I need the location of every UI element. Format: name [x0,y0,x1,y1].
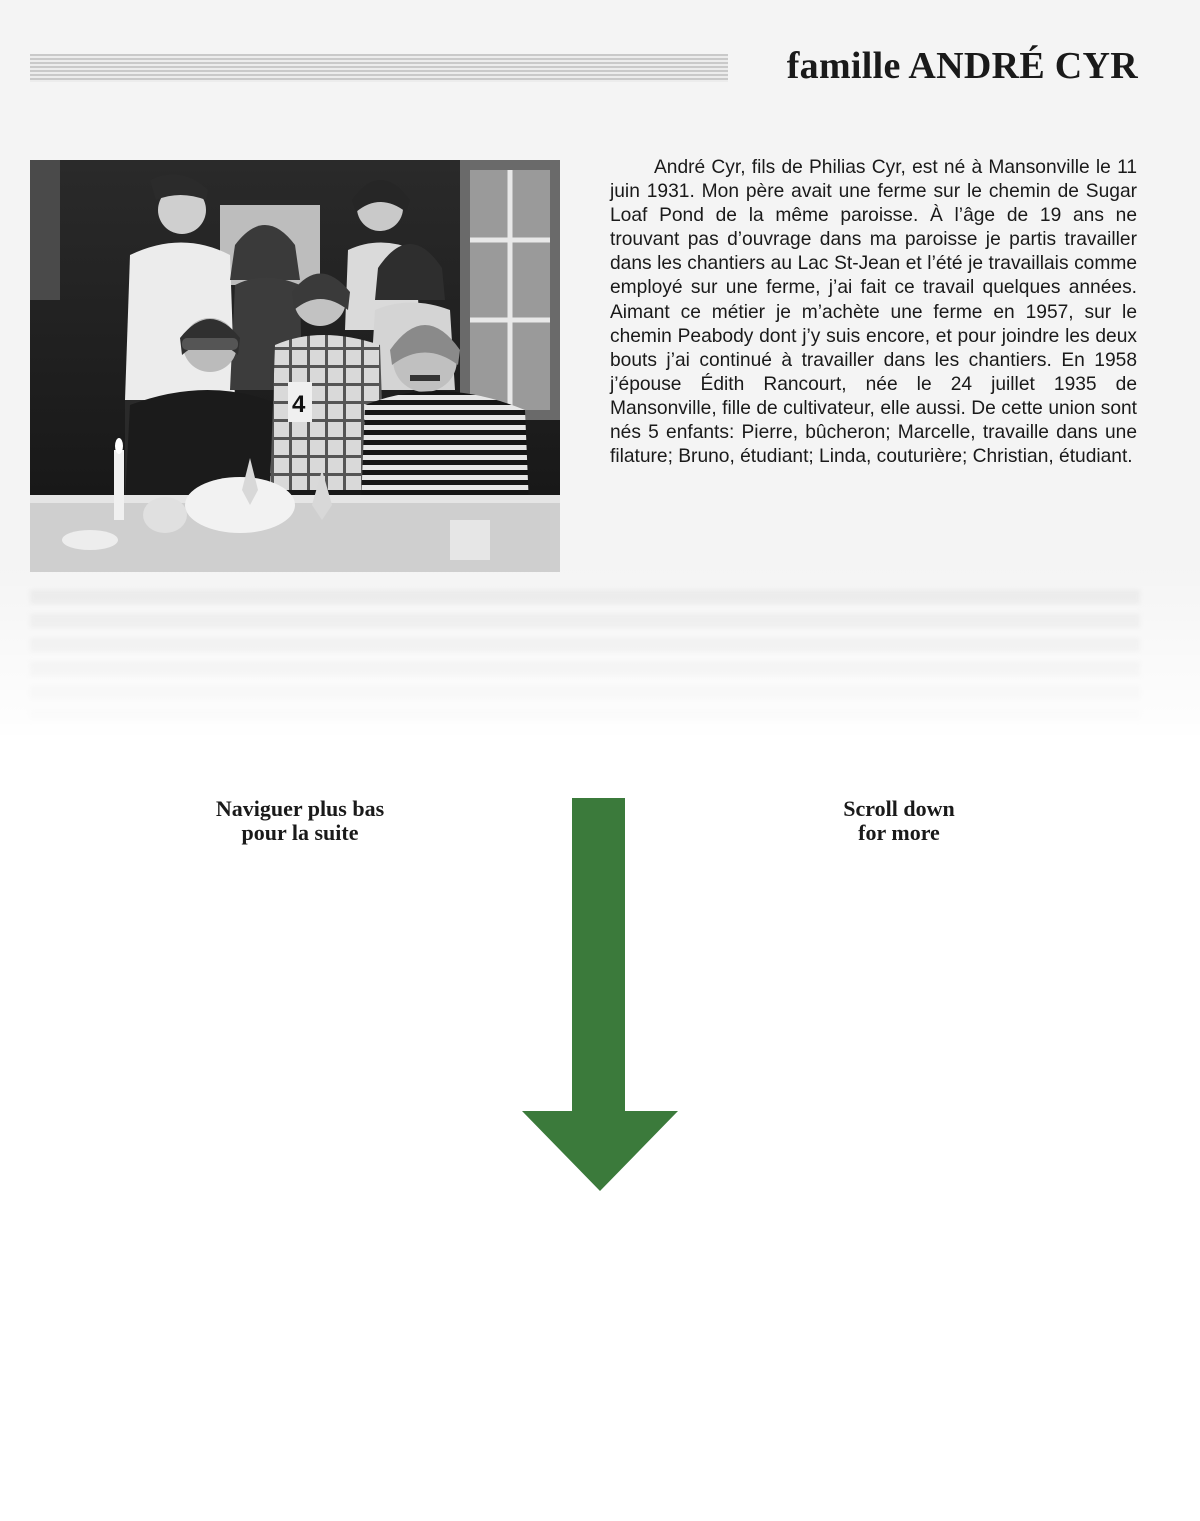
scroll-hint-en-line2: for more [858,820,940,845]
scroll-hint-fr-line2: pour la suite [241,820,359,845]
header-rule [30,54,728,82]
page-title: famille ANDRÉ CYR [786,45,1138,87]
scroll-hint-fr-line1: Naviguer plus bas [215,796,385,821]
svg-text:4: 4 [292,391,306,418]
scroll-hint-en-line1: Scroll down [843,796,955,821]
page-fade [0,560,1200,750]
family-photo [30,160,560,572]
biography-paragraph: André Cyr, fils de Philias Cyr, est né à Mansonville le 11 juin 1931. Mon père avait une ferme sur le chemin de Sugar Loaf Pond de la même paroisse. À l’âge de 19 ans ne trouvant pas d’ouvrage dans ma paroisse je partis travailler dans les chantiers au Lac St-Jean et l’été je travaillais comme employé sur une ferme, j’ai fait ce travail quelques années. Aimant ce métier je m’achète une ferme en 1957, sur le chemin Peabody dont j’y suis encore, et pour joindre les deux bouts j’ai continué à travailler dans les chantiers. En 1958 j’épouse Édith Rancourt, née le 24 juillet 1935 de Mansonville, fille de cultivateur, elle aussi. De cette union sont nés 5 enfants: Pierre, bûcheron; Marcelle, travaille dans une filature; Bruno, étudiant; Linda, couturière; Christian, étudiant. [610,157,1137,468]
arrow-down-icon[interactable] [520,798,680,1193]
scroll-hint-fr [170,797,430,845]
scroll-hint-en [769,797,1029,845]
